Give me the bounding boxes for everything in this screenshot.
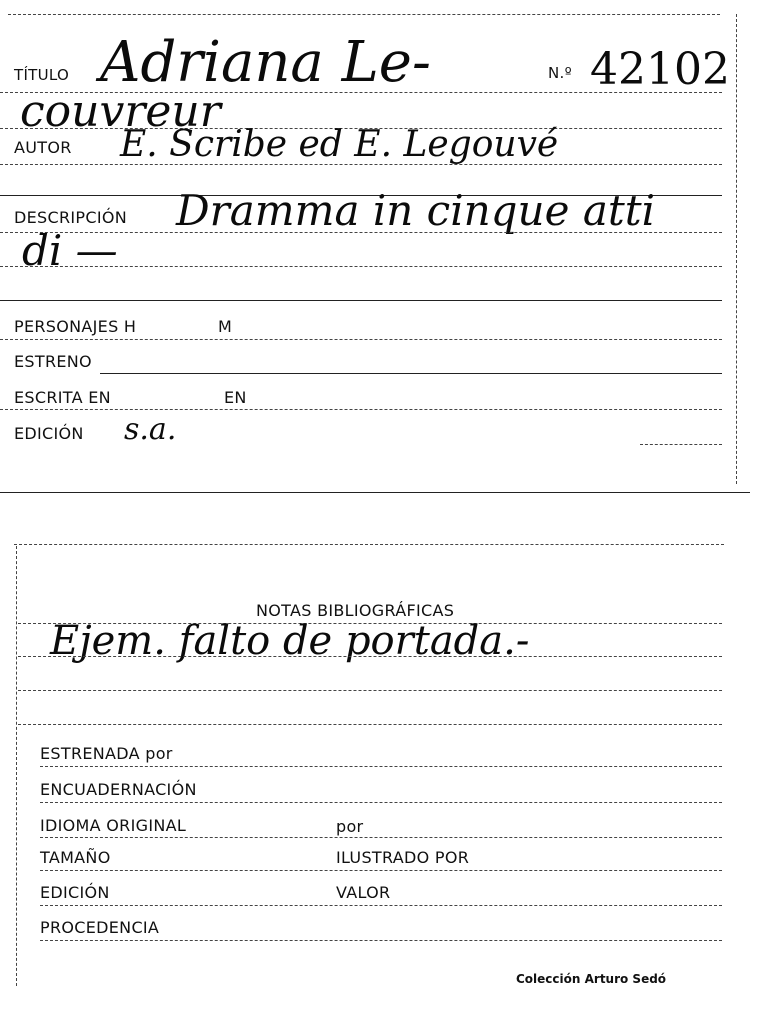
- edicion-value: s.a.: [124, 412, 177, 447]
- line-encuadernacion: [40, 802, 722, 803]
- titulo-value: Adriana Le-: [100, 30, 431, 95]
- numero-value: 42102: [590, 44, 730, 95]
- valor-label: VALOR: [336, 883, 391, 902]
- line-descripcion-3: [0, 300, 722, 301]
- line-edicion: [640, 444, 722, 445]
- personajes-m-label: M: [218, 317, 233, 336]
- descripcion-value: Dramma in cinque atti: [176, 186, 656, 235]
- autor-label: AUTOR: [14, 138, 72, 157]
- line-escrita: [0, 409, 722, 410]
- line-estrenada: [40, 766, 722, 767]
- notas-value: Ejem. falto de portada.-: [50, 618, 530, 664]
- encuadernacion-label: ENCUADERNACIÓN: [40, 780, 197, 799]
- card-back-left-edge: [16, 546, 17, 986]
- titulo-label: TÍTULO: [14, 66, 70, 84]
- autor-value: E. Scribe ed E. Legouvé: [120, 124, 559, 165]
- procedencia-label: PROCEDENCIA: [40, 918, 160, 937]
- line-edicion-back: [40, 905, 722, 906]
- numero-label: N.º: [548, 64, 572, 82]
- estrenada-label: ESTRENADA por: [40, 744, 173, 763]
- estreno-label: ESTRENO: [14, 352, 92, 371]
- ilustrado-label: ILUSTRADO POR: [336, 848, 470, 867]
- catalog-card-front: [0, 0, 759, 492]
- edicion-back-label: EDICIÓN: [40, 883, 110, 902]
- line-estreno: [100, 373, 722, 374]
- line-descripcion-2: [0, 266, 722, 267]
- card-top-border: [8, 14, 720, 15]
- line-autor: [0, 164, 722, 165]
- line-notas-4: [18, 724, 722, 725]
- descripcion-value-continued: di —: [22, 226, 118, 275]
- catalog-card-back: [0, 540, 759, 1028]
- descripcion-label: DESCRIPCIÓN: [14, 208, 127, 227]
- tamano-label: TAMAÑO: [40, 848, 111, 867]
- line-personajes: [0, 339, 722, 340]
- idioma-por-label: por: [336, 817, 364, 836]
- titulo-value-continued: couvreur: [20, 86, 221, 137]
- line-notas-2: [18, 656, 722, 657]
- card-back-top-border: [14, 544, 724, 545]
- notas-label: NOTAS BIBLIOGRÁFICAS: [256, 601, 455, 620]
- personajes-label: PERSONAJES H: [14, 317, 137, 336]
- idioma-label: IDIOMA ORIGINAL: [40, 816, 187, 835]
- line-idioma: [40, 837, 722, 838]
- line-tamano: [40, 870, 722, 871]
- collection-credit: Colección Arturo Sedó: [516, 972, 667, 986]
- escrita-en-label: EN: [224, 388, 247, 407]
- edicion-label: EDICIÓN: [14, 424, 84, 443]
- card-right-edge: [736, 14, 737, 484]
- card-bottom-edge: [0, 492, 750, 493]
- line-notas-3: [18, 690, 722, 691]
- escrita-label: ESCRITA EN: [14, 388, 111, 407]
- line-procedencia: [40, 940, 722, 941]
